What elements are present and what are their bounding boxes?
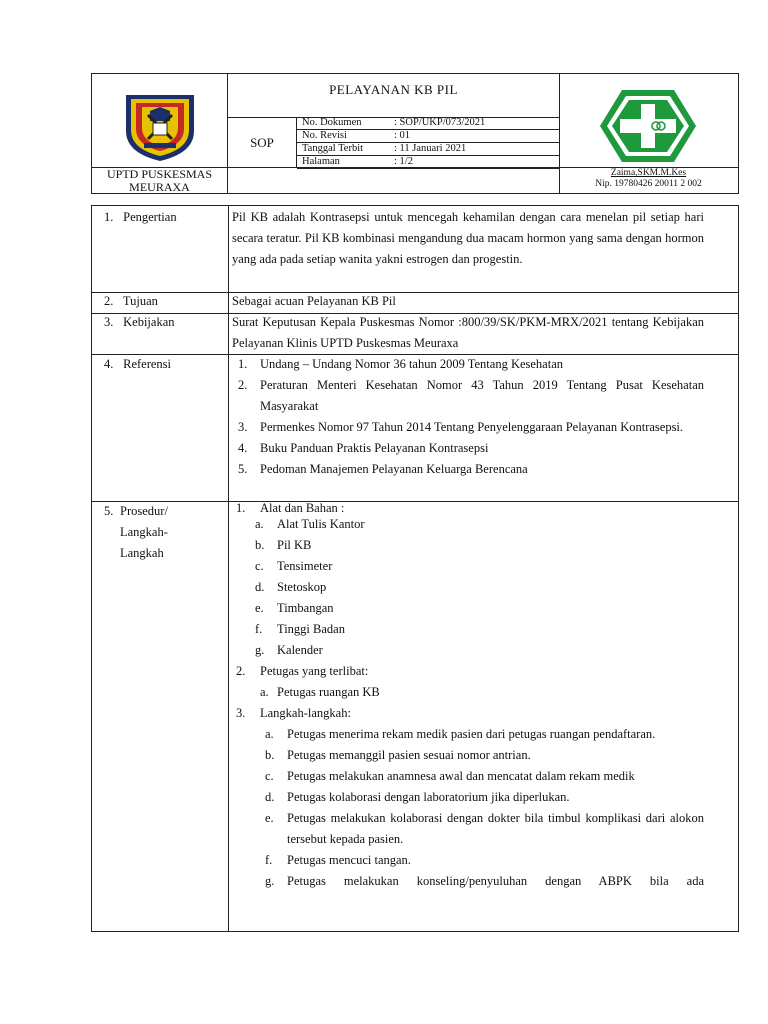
list-text: Stetoskop	[277, 580, 327, 594]
referensi-list	[232, 354, 704, 480]
list-text: Undang – Undang Nomor 36 tahun 2009 Tentang Kesehatan	[260, 357, 563, 371]
meta-value: : 11 Januari 2021	[394, 143, 467, 154]
signer-nip: Nip. 19780426 20011 2 002	[595, 179, 702, 189]
list-number: 1.	[238, 357, 248, 371]
list-text: Petugas memanggil pasien sesuai nomor antrian.	[287, 748, 531, 762]
list-item	[232, 375, 704, 417]
list-item	[232, 417, 704, 438]
unit-name-line2: MEURAXA	[129, 179, 190, 194]
list-item	[232, 438, 704, 459]
list-item	[232, 766, 704, 787]
list-number: 4.	[238, 441, 248, 455]
column-divider	[228, 206, 229, 931]
list-item	[232, 682, 704, 703]
row-label-text: Referensi	[123, 357, 172, 371]
list-number: e.	[265, 811, 274, 825]
list-text: Tinggi Badan	[277, 622, 345, 636]
list-number: 3.	[238, 420, 248, 434]
list-text: Petugas melakukan konseling/penyuluhan dengan ABPK bila ada	[287, 874, 704, 888]
list-text: Petugas melakukan kolaborasi dengan dokter bila timbul komplikasi dari alokon tersebut kepada pasien.	[287, 811, 704, 846]
document-header	[91, 73, 739, 194]
list-item	[232, 459, 704, 480]
row-number: 3.	[104, 315, 114, 329]
list-number: f.	[255, 622, 263, 636]
section-title: Petugas yang terlibat:	[260, 664, 369, 678]
row-number: 5.	[104, 504, 114, 518]
list-item	[232, 598, 704, 619]
list-number: b.	[255, 538, 265, 552]
list-text: Alat Tulis Kantor	[277, 517, 365, 531]
sop-content-table	[91, 205, 739, 932]
list-number: d.	[255, 580, 265, 594]
row-label-text: Kebijakan	[123, 315, 175, 329]
row-label-text: Langkah	[120, 546, 164, 560]
list-text: Petugas menerima rekam medik pasien dari petugas ruangan pendaftaran.	[287, 727, 656, 741]
list-number: g.	[255, 643, 265, 657]
kebijakan-text: Surat Keputusan Kepala Puskesmas Nomor :800/39/SK/PKM-MRX/2021 tentang Kebijakan Pelayanan Klinis UPTD Puskesmas Meuraxa	[232, 315, 704, 350]
row-label-tujuan	[104, 291, 158, 312]
list-number: b.	[265, 748, 275, 762]
list-item	[232, 787, 704, 808]
list-item	[232, 640, 704, 661]
list-text: Petugas ruangan KB	[277, 685, 380, 699]
meta-row-revision	[297, 130, 559, 143]
unit-name	[92, 168, 227, 193]
meta-key: Tanggal Terbit	[302, 143, 364, 154]
list-item	[232, 354, 704, 375]
meta-key: No. Revisi	[302, 130, 347, 141]
list-item	[232, 619, 704, 640]
row-label-text: Tujuan	[122, 294, 158, 308]
row-label-prosedur	[104, 501, 168, 564]
meta-value: : 1/2	[394, 156, 413, 167]
list-text: Tensimeter	[277, 559, 333, 573]
meta-value: : 01	[394, 130, 411, 141]
list-number: f.	[265, 853, 273, 867]
list-number: 3.	[236, 706, 246, 720]
list-number: d.	[265, 790, 275, 804]
document-meta-table	[297, 117, 559, 169]
row-label-text: Prosedur/	[120, 504, 168, 518]
list-text: Timbangan	[277, 601, 334, 615]
list-text: Buku Panduan Praktis Pelayanan Kontrasepsi	[260, 441, 489, 455]
row-label-kebijakan	[104, 312, 175, 333]
row-label-text: Pengertian	[123, 210, 177, 224]
row-label-referensi	[104, 354, 171, 375]
list-text: Petugas melakukan anamnesa awal dan mencatat dalam rekam medik	[287, 769, 635, 783]
list-item	[232, 577, 704, 598]
list-number: a.	[260, 685, 269, 699]
list-text: Petugas kolaborasi dengan laboratorium jika diperlukan.	[287, 790, 570, 804]
document-title: PELAYANAN KB PIL	[228, 74, 559, 118]
list-item	[232, 556, 704, 577]
list-item	[232, 850, 704, 871]
list-number: 5.	[238, 462, 248, 476]
meta-row-issue-date	[297, 143, 559, 156]
signer-name: Zaima,SKM.M.Kes	[610, 168, 687, 178]
banda-aceh-emblem-icon	[120, 91, 200, 163]
meta-key: Halaman	[302, 156, 340, 167]
list-number: a.	[255, 517, 264, 531]
list-item	[232, 808, 704, 850]
list-number: c.	[265, 769, 274, 783]
list-text: Peraturan Menteri Kesehatan Nomor 43 Tahun 2019 Tentang Pusat Kesehatan Masyarakat	[260, 378, 704, 413]
list-number: 2.	[236, 664, 246, 678]
sop-label: SOP	[228, 118, 297, 168]
pengertian-text: Pil KB adalah Kontrasepsi untuk mencegah kehamilan dengan cara menelan pil setiap hari secara teratur. Pil KB kombinasi mengandung dua macam hormon yang sama dengan hormon yang ada pada setiap wanita yakni estrogen dan progestin.	[232, 210, 704, 266]
list-number: 2.	[238, 378, 248, 392]
prosedur-section-petugas	[232, 661, 704, 682]
row-number: 4.	[104, 357, 114, 371]
list-item	[232, 514, 704, 535]
unit-name-line1: UPTD PUSKESMAS	[106, 167, 213, 181]
list-item	[232, 535, 704, 556]
tujuan-text: Sebagai acuan Pelayanan KB Pil	[232, 294, 396, 308]
prosedur-section-alat	[232, 502, 704, 514]
row-label-text: Langkah-	[120, 525, 168, 539]
list-text: Petugas mencuci tangan.	[287, 853, 411, 867]
list-text: Permenkes Nomor 97 Tahun 2014 Tentang Penyelenggaraan Pelayanan Kontrasepsi.	[260, 420, 684, 434]
section-title: Langkah-langkah:	[260, 706, 351, 720]
prosedur-section-langkah	[232, 703, 704, 724]
list-item	[232, 745, 704, 766]
row-number: 2.	[104, 294, 114, 308]
list-text: Pil KB	[277, 538, 312, 552]
meta-value: : SOP/UKP/073/2021	[394, 117, 486, 128]
meta-row-document-number	[297, 117, 559, 130]
list-number: c.	[255, 559, 264, 573]
prosedur-content	[232, 502, 704, 892]
list-number: 1.	[236, 501, 246, 515]
list-number: e.	[255, 601, 264, 615]
puskesmas-logo-icon	[598, 88, 698, 164]
list-number: g.	[265, 874, 275, 888]
list-item	[232, 871, 704, 892]
row-label-pengertian	[104, 207, 177, 228]
list-text: Pedoman Manajemen Pelayanan Keluarga Berencana	[260, 462, 528, 476]
section-title: Alat dan Bahan :	[260, 501, 345, 515]
signature-block	[559, 168, 738, 190]
list-number: a.	[265, 727, 274, 741]
meta-key: No. Dokumen	[302, 117, 362, 128]
list-item	[232, 724, 704, 745]
row-number: 1.	[104, 210, 114, 224]
list-text: Kalender	[277, 643, 323, 657]
